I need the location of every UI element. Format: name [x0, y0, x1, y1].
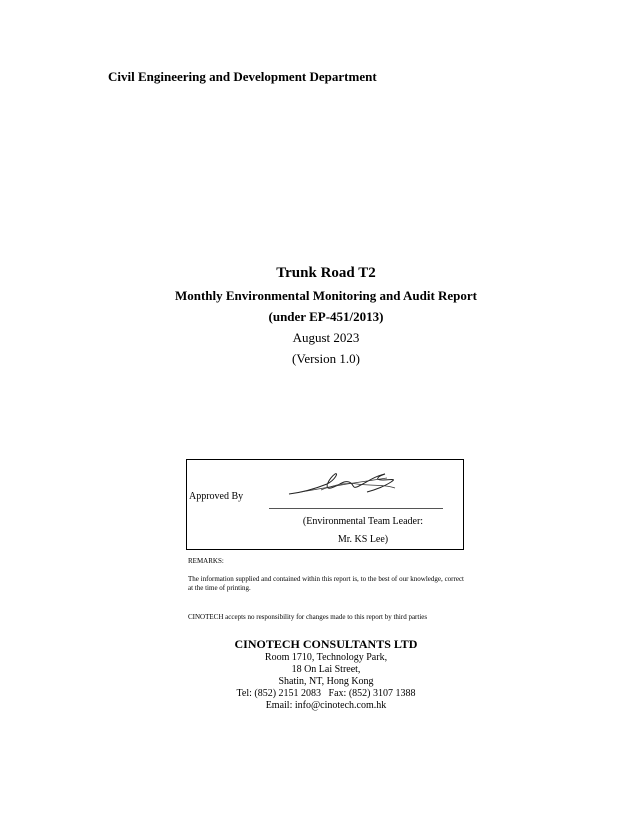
report-title-block: [0, 263, 632, 369]
company-address-line3: Shatin, NT, Hong Kong: [278, 676, 374, 687]
report-date: August 2023: [292, 330, 360, 345]
ep-number: (under EP-451/2013): [268, 309, 384, 324]
approver-name: Mr. KS Lee): [337, 534, 389, 545]
company-name: CINOTECH CONSULTANTS LTD: [234, 637, 418, 651]
remarks-label: REMARKS:: [188, 557, 224, 565]
company-contact: Tel: (852) 2151 2083 Fax: (852) 3107 1388: [236, 688, 416, 699]
company-address-line1: Room 1710, Technology Park,: [264, 652, 388, 663]
signature-image: [287, 462, 417, 502]
company-email: Email: info@cinotech.com.hk: [265, 700, 387, 711]
report-title: Trunk Road T2: [276, 265, 376, 281]
remarks-responsibility: CINOTECH accepts no responsibility for changes made to this report by third parties: [188, 613, 428, 621]
signature-line: [269, 508, 443, 509]
report-version: (Version 1.0): [292, 351, 360, 366]
remarks-section: [188, 557, 464, 621]
approver-role: (Environmental Team Leader:: [302, 516, 424, 527]
company-address-line2: 18 On Lai Street,: [291, 664, 361, 675]
approved-by-label: Approved By: [189, 491, 244, 502]
remarks-disclaimer: The information supplied and contained within this report is, to the best of our knowledge, correct at the time of printing.: [188, 575, 464, 592]
report-subtitle: Monthly Environmental Monitoring and Audit Report: [174, 288, 478, 303]
department-name: Civil Engineering and Development Department: [108, 69, 377, 84]
approval-box: [186, 459, 464, 550]
company-block: [0, 637, 632, 712]
